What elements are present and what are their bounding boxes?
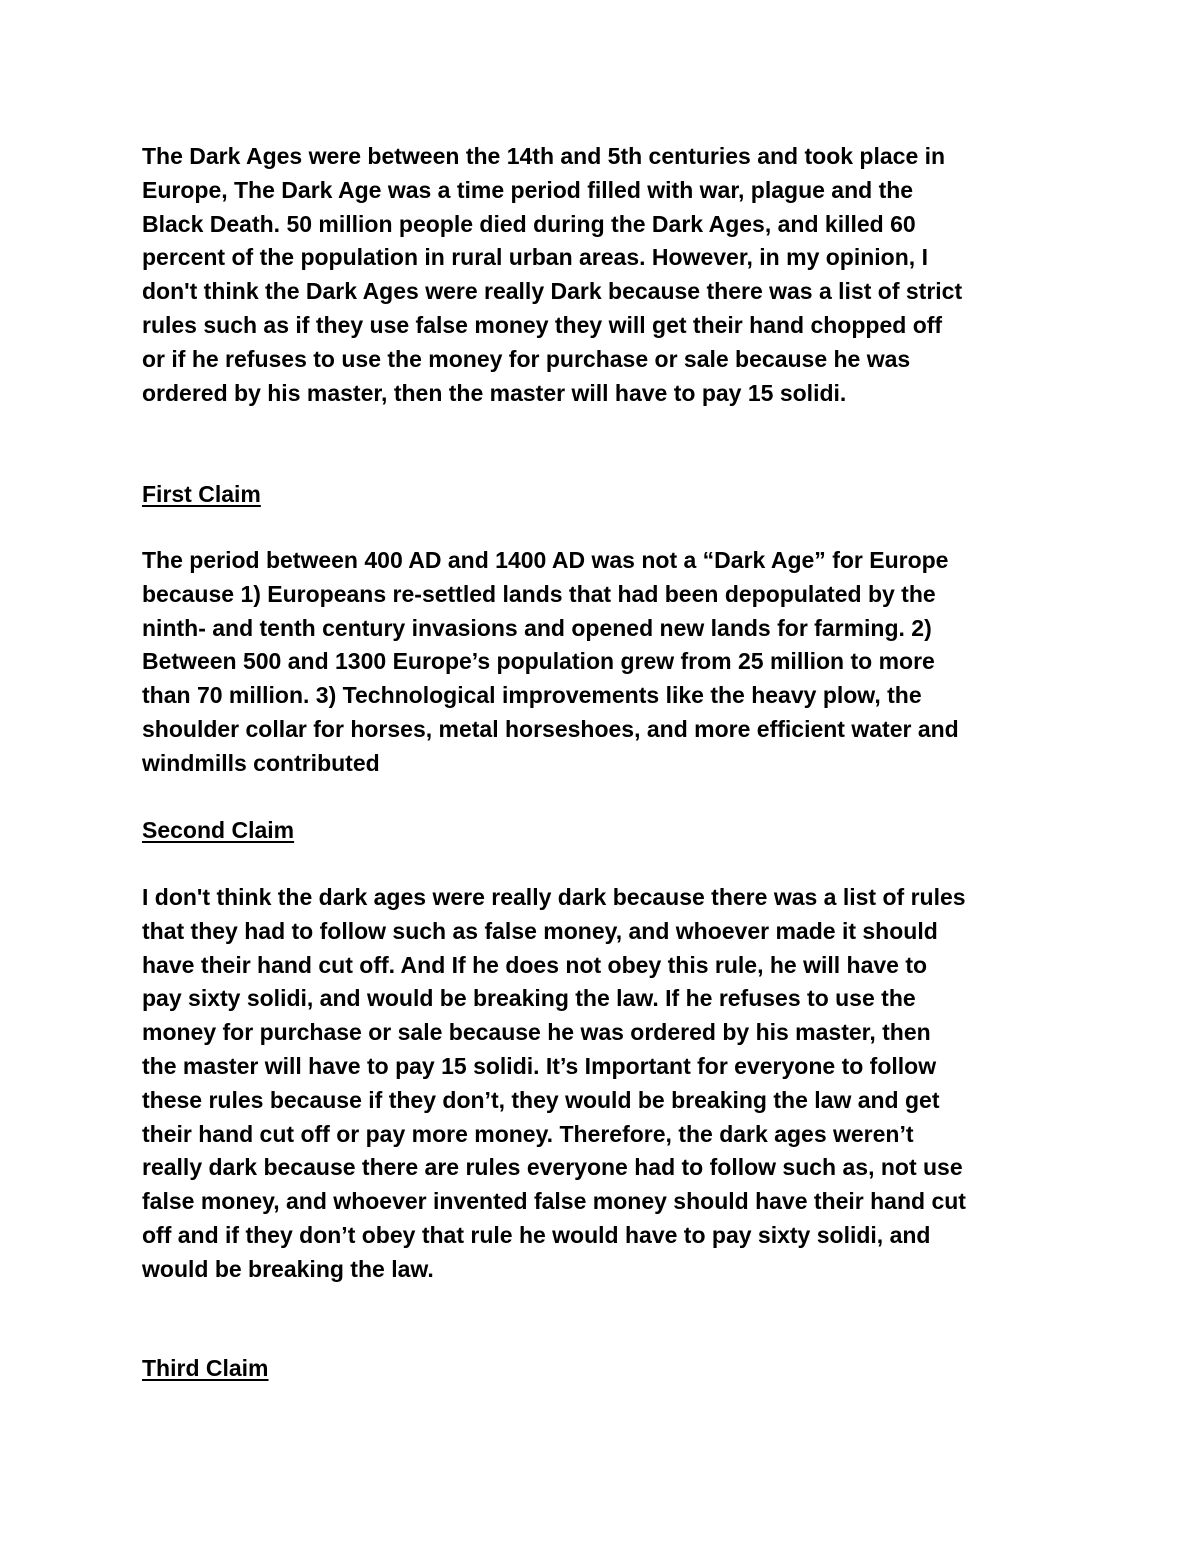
first-claim-line: because 1) Europeans re-settled lands that had been depopulated by the xyxy=(142,580,936,607)
first-claim-line: ninth- and tenth century invasions and opened new lands for farming. 2) xyxy=(142,614,932,641)
second-claim-line: off and if they don’t obey that rule he would have to pay sixty solidi, and xyxy=(142,1221,931,1248)
second-claim-line: pay sixty solidi, and would be breaking the law. If he refuses to use the xyxy=(142,985,916,1012)
second-claim-heading: Second Claim xyxy=(142,817,295,843)
second-claim-paragraph xyxy=(142,881,1062,1287)
intro-line: rules such as if they use false money they will get their hand chopped off xyxy=(142,311,943,338)
intro-line: don't think the Dark Ages were really Dark because there was a list of strict xyxy=(142,278,963,305)
first-claim-section-heading xyxy=(142,478,1062,512)
second-claim-line: false money, and whoever invented false money should have their hand cut xyxy=(142,1188,966,1215)
second-claim-line: that they had to follow such as false money, and whoever made it should xyxy=(142,917,938,944)
first-claim-line: Between 500 and 1300 Europe’s population grew from 25 million to more xyxy=(142,648,935,675)
second-claim-line: would be breaking the law. xyxy=(142,1255,434,1282)
second-claim-line: their hand cut off or pay more money. Therefore, the dark ages weren’t xyxy=(142,1120,914,1147)
intro-line: ordered by his master, then the master will have to pay 15 solidi. xyxy=(142,379,847,406)
intro-line: The Dark Ages were between the 14th and 5th centuries and took place in xyxy=(142,143,946,169)
second-claim-line: the master will have to pay 15 solidi. It’s Important for everyone to follow xyxy=(142,1052,937,1079)
second-claim-line: I don't think the dark ages were really dark because there was a list of rules xyxy=(142,884,966,910)
first-claim-line: shoulder collar for horses, metal horseshoes, and more efficient water and xyxy=(142,715,959,742)
second-claim-line: these rules because if they don’t, they would be breaking the law and get xyxy=(142,1086,940,1113)
intro-line: or if he refuses to use the money for purchase or sale because he was xyxy=(142,345,911,372)
first-claim-paragraph xyxy=(142,544,1062,781)
intro-line: Black Death. 50 million people died during the Dark Ages, and killed 60 xyxy=(142,210,916,237)
third-claim-heading: Third Claim xyxy=(142,1355,269,1381)
second-claim-line: money for purchase or sale because he was ordered by his master, then xyxy=(142,1019,931,1046)
second-claim-line: have their hand cut off. And If he does not obey this rule, he will have to xyxy=(142,951,928,978)
first-claim-line: The period between 400 AD and 1400 AD was not a “Dark Age” for Europe xyxy=(142,547,949,573)
second-claim-line: really dark because there are rules everyone had to follow such as, not use xyxy=(142,1154,963,1181)
second-claim-section-heading xyxy=(142,814,1062,848)
first-claim-line: than 70 million. 3) Technological improvements like the heavy plow, the xyxy=(142,682,922,709)
third-claim-section-heading xyxy=(142,1352,1062,1386)
first-claim-line: windmills contributed xyxy=(142,749,380,776)
intro-paragraph xyxy=(142,140,1062,410)
intro-line: percent of the population in rural urban areas. However, in my opinion, I xyxy=(142,244,928,271)
intro-line: Europe, The Dark Age was a time period filled with war, plague and the xyxy=(142,176,914,203)
first-claim-heading: First Claim xyxy=(142,481,261,507)
